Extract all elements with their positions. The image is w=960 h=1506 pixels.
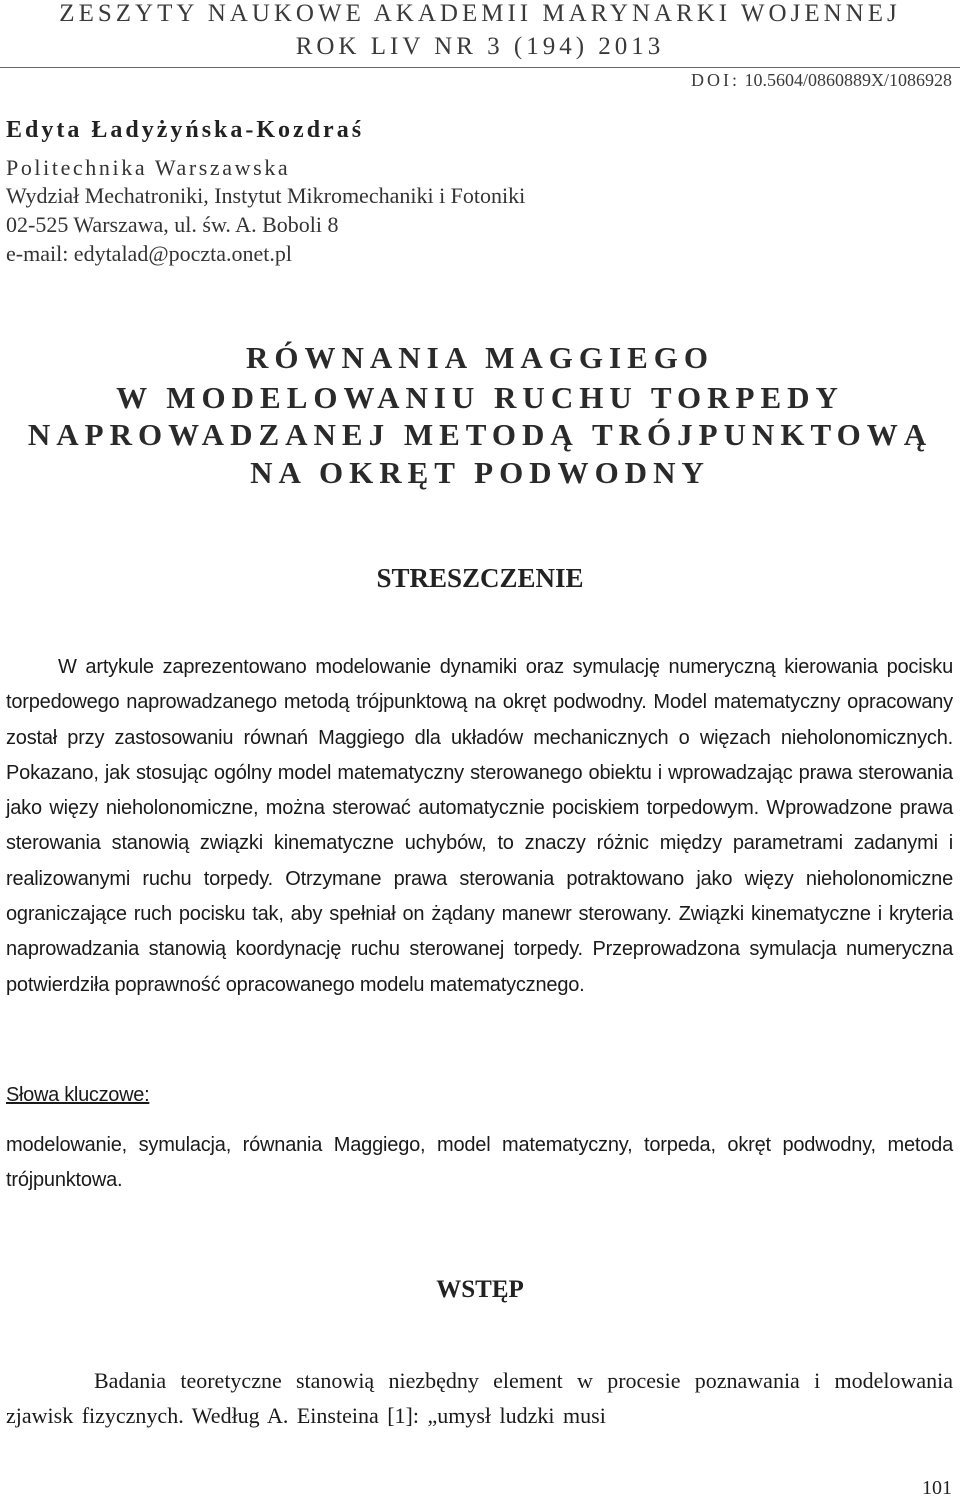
intro-heading: WSTĘP xyxy=(436,1276,524,1303)
author-email: e-mail: edytalad@poczta.onet.pl xyxy=(6,241,292,266)
journal-name: ZESZYTY NAUKOWE AKADEMII MARYNARKI WOJENNEJ xyxy=(59,0,901,27)
doi-label: DOI: xyxy=(690,70,740,90)
paper-title-line-3: NAPROWADZANEJ METODĄ TRÓJPUNKTOWĄ xyxy=(27,417,933,452)
paper-title-line-1: RÓWNANIA MAGGIEGO xyxy=(246,340,714,375)
author-name: Edyta Ładyżyńska-Kozdraś xyxy=(6,117,365,143)
author-university: Politechnika Warszawska xyxy=(6,155,291,180)
page-number: 101 xyxy=(922,1477,952,1499)
author-address: 02-525 Warszawa, ul. św. A. Boboli 8 xyxy=(6,212,339,237)
doi xyxy=(691,70,952,91)
abstract-heading: STRESZCZENIE xyxy=(376,563,584,593)
abstract-body: W artykule zaprezentowano modelowanie dynamiki oraz symulację numeryczną kierowania pocisku torpedowego naprowadzanego metodą trójpunktową na okręt podwodny. Model matematyczny opracowany został przy zastosowaniu równań Maggiego dla układów mechanicznych o więzach nieholonomicznych. Pokazano, jak stosując ogólny model matematyczny sterowanego obiektu i wprowadzając prawa sterowania jako więzy nieholonomiczne, można sterować automatycznie pociskiem torpedowym. Wprowadzone prawa sterowania stanowią związki kinematyczne uchybów, to znaczy różnic między parametrami zadanymi i realizowanymi ruchu torpedy. Otrzymane prawa sterowania potraktowano jako więzy nieholonomiczne ograniczające ruch pocisku tak, aby spełniał on żądany manewr sterowany. Związki kinematyczne i kryteria naprowadzania stanowią koordynację ruchu sterowanej torpedy. Przeprowadzona symulacja numeryczna potwierdziła poprawność opracowanego modelu matematycznego. xyxy=(6,656,953,996)
header-rule xyxy=(0,67,960,68)
paper-title-line-2: W MODELOWANIU RUCHU TORPEDY xyxy=(116,380,844,415)
paper-title-line-4: NA OKRĘT PODWODNY xyxy=(250,455,710,490)
keywords-label: Słowa kluczowe: xyxy=(6,1084,150,1106)
intro-body: Badania teoretyczne stanowią niezbędny element w procesie poznawania i modelowania zjawisk fizycznych. Według A. Einsteina [1]: „umysł ludzki musi xyxy=(6,1368,953,1428)
keywords-body: modelowanie, symulacja, równania Maggiego, model matematyczny, torpeda, okręt podwodny, metoda trójpunktowa. xyxy=(6,1134,953,1192)
journal-issue: ROK LIV NR 3 (194) 2013 xyxy=(295,33,665,60)
author-faculty: Wydział Mechatroniki, Instytut Mikromechaniki i Fotoniki xyxy=(6,183,526,208)
doi-value: 10.5604/0860889X/1086928 xyxy=(744,70,952,90)
